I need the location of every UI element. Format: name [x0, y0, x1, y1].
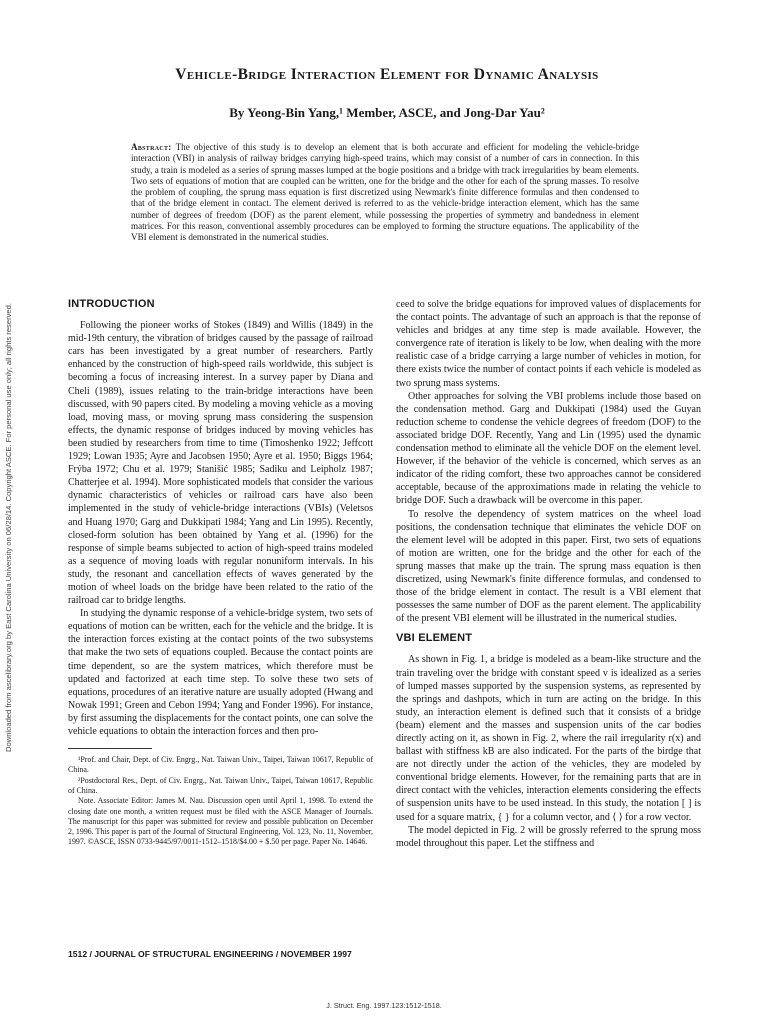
- abstract: [131, 142, 639, 243]
- continued-paragraph: ceed to solve the bridge equations for improved values of displacements for the contact points. The advantage of such an approach is that the reponse of vehicles and bridges at any time step is made available. However, the convergence rate of iteration is likely to be low, when dealing with the more realistic case of a bridge carrying a large number of vehicles in motion, for there exists twice the number of contact points if each vehicle is modeled as two sprung mass systems.: [396, 299, 701, 389]
- footnote-editorial-note: Note. Associate Editor: James M. Nau. Discussion open until April 1, 1998. To extend the closing date one month, a written request must be filed with the ASCE Manager of Journals. The manuscript for this paper was submitted for review and possible publication on December 2, 1996. This paper is part of the Journal of Structural Engineering, Vol. 123, No. 11, November, 1997. ©ASCE, ISSN 0733-9445/97/0011-1512–1518/$4.00 + $.50 per page. Paper No. 14646.: [68, 796, 373, 847]
- vbi-paragraph-1: As shown in Fig. 1, a bridge is modeled as a beam-like structure and the train traveling over the bridge with constant speed v is idealized as a series of lumped masses supported by the suspension systems, as represented by the springs and dashpots, which in turn are acting on the bridge. In this study, an interaction element is defined such that it consists of a bridge (beam) element and the masses and suspension units of the car bodies directly acting on it, as shown in Fig. 2, where the rail irregularity r(x) and ballast with stiffness kB are also indicated. For the parts of the birdge that are not directly under the action of the vehicles, they are modeled by conventional bridge elements. However, for the remaining parts that are in direct contact with the vehicles, interaction elements considering the effects of suspension units have to be used instead. In this study, the notation [ ] is used for a square matrix, { } for a column vector, and ⟨ ⟩ for a row vector.: [396, 654, 701, 823]
- download-notice: [4, 240, 15, 815]
- citation-line: J. Struct. Eng. 1997.123:1512-1518.: [326, 1001, 442, 1010]
- journal-footer: 1512 / JOURNAL OF STRUCTURAL ENGINEERING / NOVEMBER 1997: [68, 949, 352, 959]
- vbi-element-heading: VBI ELEMENT: [396, 632, 473, 645]
- abstract-label: Abstract:: [131, 142, 172, 152]
- footnotes: [68, 755, 373, 848]
- paper-title: Vehicle-Bridge Interaction Element for Dynamic Analysis: [175, 66, 599, 83]
- download-notice-text: Downloaded from ascelibrary.org by East Carolina University on 06/28/14. Copyright ASCE. For personal use only; all rights reserved.: [4, 303, 13, 752]
- abstract-text: The objective of this study is to develop an element that is both accurate and efficient for modeling the vehicle-bridge interaction (VBI) in analysis of railway bridges carrying high-speed trains, which may consist of a number of cars in connection. In this study, a train is modeled as a series of sprung masses lumped at the bogie positions and a bridge with track irregularities by beam elements. Two sets of equations of motion that are coupled can be written, one for the bridge and the other for each of the sprung masses. To resolve the problem of coupling, the sprung mass equation is first discretized using Newmark's finite difference formulas and then condensed to that of the bridge element in contact. The element derived is referred to as the vehicle-bridge interaction element, which has the same number of degrees of freedom (DOF) as the parent element, while possessing the properties of symmetry and bandedness in element matrices. For this reason, conventional assembly procedures can be employed to forming the structure equations. The applicability of the VBI element is demonstrated in the numerical studies.: [131, 142, 639, 242]
- approach-paragraph: To resolve the dependency of system matrices on the wheel load positions, the condensation technique that eliminates the vehicle DOF on the element level will be adopted in this paper. First, two sets of equations of motion are written, one for the bridge and the other for each of the sprung masses that make up the train. The sprung mass equation is then discretized, using Newmark's finite difference formulas, and condensed to those of the bridge element in contact. The result is a VBI element that possesses the same number of DOF as the parent element. The applicability of the present VBI element will be illustrated in the numerical studies.: [396, 508, 701, 625]
- paper-authors: By Yeong-Bin Yang,¹ Member, ASCE, and Jong-Dar Yau²: [229, 105, 545, 120]
- intro-paragraph-1: Following the pioneer works of Stokes (1849) and Willis (1849) in the mid-19th century, the vibration of bridges caused by the passage of railroad cars has been investigated by a great number of researchers. Partly enhanced by the construction of high-speed rails worldwide, this subject is becoming a focus of increasing interest. In a survey paper by Diana and Cheli (1989), issues relating to the train-bridge interactions have been discussed, with 90 papers cited. By modeling a moving vehicle as a moving load, moving mass, or moving sprung mass considering the suspension effects, the dynamic response of bridges induced by moving vehicles has been studied by researchers from time to time (Timoshenko 1922; Jeffcott 1929; Lowan 1935; Ayre and Jacobsen 1950; Ayre et al. 1950; Biggs 1964; Frýba 1972; Chu et al. 1979; Stanišić 1985; Sadiku and Leipholz 1987; Chatterjee et al. 1994). More sophisticated models that consider the various dynamic characteristics of vehicles or railroad cars have also been implemented in the study of vehicle-bridge interactions (VBIs) (Veletsos and Huang 1970; Garg and Dukkipati 1984; Yang and Lin 1995). Recently, closed-form solution has been obtained by Yang et al. (1996) for the response of simple beams subjected to action of high-speed trains modeled as a sequence of moving loads with regular nonuniform intervals. In his study, the resonant and cancellation effects of waves generated by the motion of wheel loads on the bridge have been related to the ratio of the railroad car to bridge lengths.: [68, 320, 373, 607]
- condensation-paragraph: Other approaches for solving the VBI problems include those based on the condensation method. Garg and Dukkipati (1984) used the Guyan reduction scheme to condense the vehicle degrees of freedom (DOF) to the associated bridge DOF. Recently, Yang and Lin (1995) used the dynamic condensation method to eliminate all the vehicle DOF on the element level. However, if the behavior of the vehicle is concerned, which serves as an indicator of the riding comfort, these two approaches cannot be considered acceptable, because of the approximations made in relating the vehicle to bridge DOF. Such a drawback will be overcome in this paper.: [396, 390, 701, 507]
- right-column: [396, 298, 701, 850]
- footnote-author-2: ²Postdoctoral Res., Dept. of Civ. Engrg., Nat. Taiwan Univ., Taipei, Taiwan 10617, Republic of China.: [68, 775, 373, 795]
- footnote-rule: [68, 748, 152, 749]
- vbi-paragraph-2: The model depicted in Fig. 2 will be grossly referred to the sprung moss model throughout this paper. Let the stiffness and: [396, 824, 701, 849]
- footnote-author-1: ¹Prof. and Chair, Dept. of Civ. Engrg., Nat. Taiwan Univ., Taipei, Taiwan 10617, Republic of China.: [68, 755, 373, 775]
- intro-paragraph-2: In studying the dynamic response of a vehicle-bridge system, two sets of equations of motion can be written, each for the vehicle and the bridge. It is the interaction forces existing at the contact points of the two subsystems that make the two sets of equations coupled. Because the contact points are time dependent, so are the system matrices, which therefore must be updated and factorized at each time step. To solve these two sets of equations, procedures of an iterative nature are usually adopted (Hwang and Nowak 1991; Green and Cebon 1994; Yang and Fonder 1996). For instance, by first assuming the displacements for the contact points, one can solve the vehicle equations to obtain the interaction forces and then pro-: [68, 608, 373, 737]
- introduction-heading: INTRODUCTION: [68, 298, 155, 310]
- left-column: [68, 298, 373, 848]
